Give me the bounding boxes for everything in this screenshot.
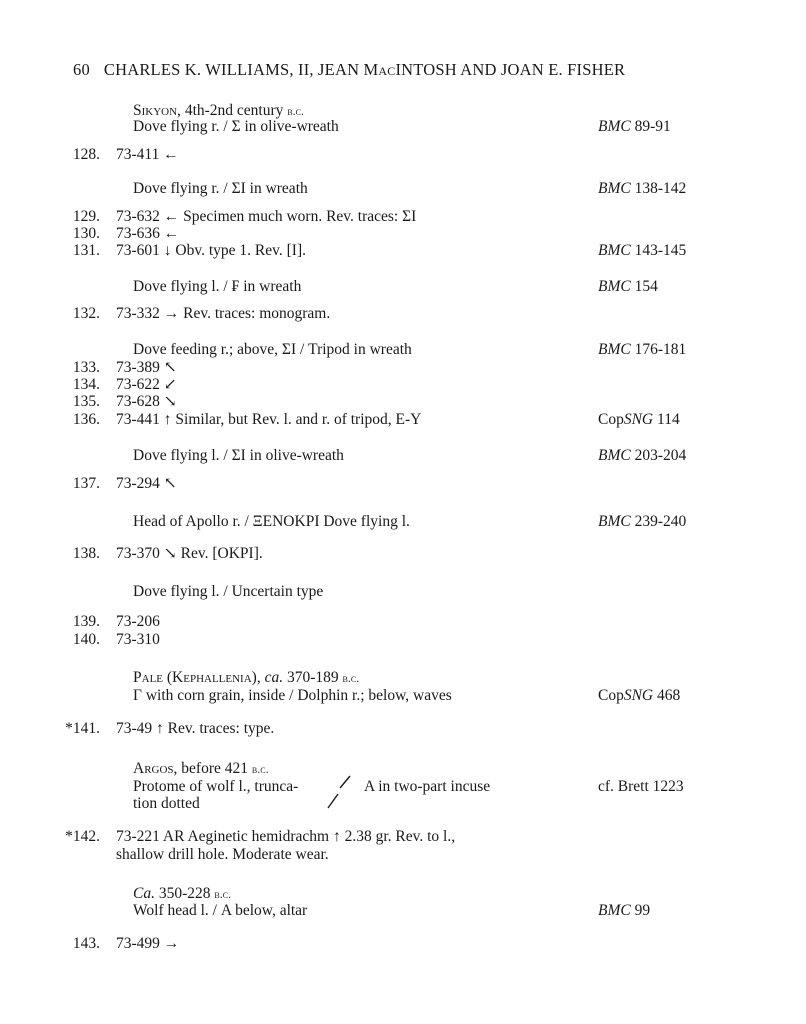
- entry-text: 73-294 ↖: [116, 475, 177, 492]
- catalog-reference: BMC 203-204: [598, 447, 687, 464]
- era-label: b.c.: [287, 104, 304, 118]
- entry-text: 73-206: [116, 613, 160, 630]
- catalog-reference: CopSNG 468: [598, 687, 681, 704]
- entry-number: 143.: [72, 935, 100, 952]
- catalog-reference: BMC 89-91: [598, 118, 671, 135]
- type-description: Dove feeding r.; above, ΣΙ / Tripod in wreath: [133, 341, 412, 358]
- entry-number: 128.: [72, 146, 100, 163]
- section-heading-pale: Pale (Kephallenia), ca. 370-189 b.c.: [133, 669, 360, 686]
- entry-text: 73-411 ←: [116, 146, 179, 163]
- date-range: 4th-2nd century: [180, 102, 288, 119]
- entry-text: 73-332 → Rev. traces: monogram.: [116, 305, 331, 322]
- place-name: Pale (Kephallenia),: [133, 669, 261, 686]
- era-label: b.c.: [251, 762, 269, 776]
- type-description: Dove flying r. / ΣΙ in wreath: [133, 180, 308, 197]
- entry-text: 73-389 ↖: [116, 359, 177, 376]
- entry-number: 134.: [72, 376, 100, 393]
- entry-text: 73-310: [116, 631, 160, 648]
- catalog-reference: cf. Brett 1223: [598, 778, 684, 795]
- entry-text: 73-632 ← Specimen much worn. Rev. traces: ΣΙ: [116, 208, 417, 225]
- obverse-description: Protome of wolf l., trunca-: [133, 778, 299, 795]
- entry-number: 135.: [72, 393, 100, 410]
- entry-number: 137.: [72, 475, 100, 492]
- entry-number: 131.: [72, 242, 100, 259]
- entry-number: 138.: [72, 545, 100, 562]
- date-range: 370-189: [283, 669, 343, 686]
- entry-text: 73-636 ←: [116, 225, 180, 242]
- type-description: Head of Apollo r. / ΞΕΝΟΚΡΙ Dove flying l.: [133, 513, 410, 530]
- catalog-reference: BMC 176-181: [598, 341, 687, 358]
- entry-number: 132.: [72, 305, 100, 322]
- entry-number: 136.: [72, 411, 100, 428]
- entry-text: 73-370 ↘ Rev. [ΟΚΡΙ].: [116, 545, 263, 562]
- section-heading-sikyon: [133, 103, 304, 119]
- catalog-reference: CopSNG 114: [598, 411, 680, 428]
- entry-number: 139.: [72, 613, 100, 630]
- page-number: 60: [73, 60, 90, 79]
- catalog-reference: BMC 99: [598, 902, 651, 919]
- type-description: Dove flying l. / ΣΙ in olive-wreath: [133, 447, 344, 464]
- era-label: b.c.: [342, 671, 360, 685]
- running-title: CHARLES K. WILLIAMS, II, JEAN MacINTOSH AND JOAN E. FISHER: [103, 60, 626, 79]
- type-description: Dove flying r. / Σ in olive-wreath: [133, 118, 339, 135]
- entry-number: 130.: [72, 225, 100, 242]
- date-range: before 421: [177, 760, 252, 777]
- entry-text: 73-628 ↘: [116, 393, 177, 410]
- entry-number: 133.: [72, 359, 100, 376]
- entry-number: 129.: [72, 208, 100, 225]
- type-description: Dove flying l. / ₣ in wreath: [133, 278, 302, 295]
- catalog-reference: BMC 143-145: [598, 242, 687, 259]
- place-name: Sikyon,: [133, 102, 181, 119]
- obverse-description-cont: tion dotted: [133, 795, 200, 812]
- entry-text: 73-221 AR Aeginetic hemidrachm ↑ 2.38 gr. Rev. to l.,: [116, 828, 456, 845]
- incuse-slash-mark: [322, 772, 362, 812]
- section-heading-argos: [133, 761, 269, 777]
- entry-text: 73-441 ↑ Similar, but Rev. l. and r. of tripod, Ε-Υ: [116, 411, 422, 428]
- type-description: Wolf head l. / Α below, altar: [133, 902, 308, 919]
- section-subheading: Ca. 350-228 b.c.: [133, 885, 232, 902]
- entry-number: *142.: [65, 828, 100, 845]
- running-header: [73, 62, 625, 79]
- entry-number: 140.: [72, 631, 100, 648]
- entry-text: 73-49 ↑ Rev. traces: type.: [116, 720, 275, 737]
- place-name: Argos,: [133, 760, 178, 777]
- catalog-reference: BMC 154: [598, 278, 658, 295]
- entry-text: 73-622 ↙: [116, 376, 177, 393]
- catalog-reference: BMC 138-142: [598, 180, 687, 197]
- entry-text: 73-601 ↓ Obv. type 1. Rev. [Ι].: [116, 242, 306, 259]
- catalog-reference: BMC 239-240: [598, 513, 687, 530]
- type-description: Γ with corn grain, inside / Dolphin r.; below, waves: [133, 687, 452, 704]
- entry-number: *141.: [65, 720, 100, 737]
- entry-text-cont: shallow drill hole. Moderate wear.: [116, 846, 329, 863]
- type-description: Dove flying l. / Uncertain type: [133, 583, 324, 600]
- entry-text: 73-499 →: [116, 935, 180, 952]
- reverse-description: Α in two-part incuse: [364, 778, 491, 795]
